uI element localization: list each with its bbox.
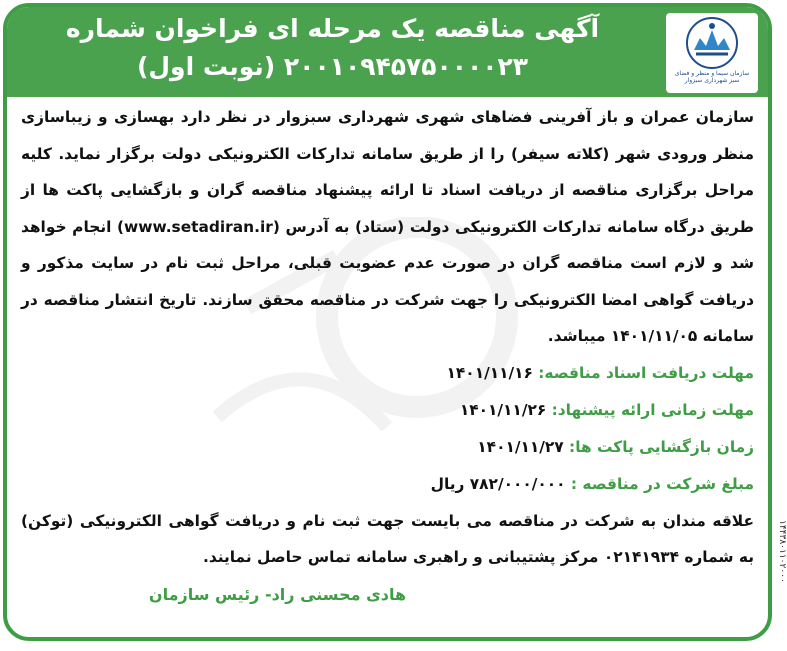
detail-value: ۱۴۰۱/۱۱/۱۶	[446, 363, 533, 382]
signature: هادی محسنی راد- رئیس سازمان	[148, 584, 407, 604]
detail-value: ۷۸۲/۰۰۰/۰۰۰ ریال	[430, 474, 566, 493]
detail-row-participation-amount	[21, 466, 754, 503]
notice-paragraph-1: سازمان عمران و باز آفرینی فضاهای شهری شهرداری سبزوار در نظر دارد بهسازی و زیباسازی منظر ورودی شهر (کلاته سیفر) را از طریق سامانه تدارکات الکترونیکی دولت برگزار نماید. کلیه مراحل برگزاری مناقصه از دریافت اسناد تا ارائه پیشنهاد مناقصه گران و بازگشایی پاکت ها از طریق درگاه سامانه تدارکات الکترونیکی دولت (ستاد) به آدرس (www.setadiran.ir) انجام خواهد شد و لازم است مناقصه گران در صورت عدم عضویت قبلی، مراحل ثبت نام در سایت مذکور و دریافت گواهی امضا الکترونیکی را جهت شرکت در مناقصه محقق سازند. تاریخ انتشار مناقصه در سامانه ۱۴۰۱/۱۱/۰۵ میباشد.	[21, 108, 754, 345]
detail-value: ۱۴۰۱/۱۱/۲۷	[477, 437, 564, 456]
detail-row-document-deadline	[21, 355, 754, 392]
detail-row-proposal-deadline	[21, 392, 754, 429]
logo-org-name: سازمان سیما و منظر و فضای سبز شهرداری سبزوار	[674, 70, 750, 84]
detail-label: زمان بازگشایی پاکت ها:	[569, 437, 754, 456]
notice-title	[17, 11, 648, 87]
header-banner	[7, 7, 768, 97]
title-line-2: ۲۰۰۱۰۹۴۵۷۵۰۰۰۰۲۳ (نوبت اول)	[136, 52, 529, 81]
detail-row-opening-date	[21, 429, 754, 466]
logo-emblem-icon	[682, 16, 742, 70]
detail-label: مبلغ شرکت در مناقصه :	[570, 474, 754, 493]
detail-label: مهلت زمانی ارائه پیشنهاد:	[551, 400, 754, 419]
title-line-1: آگهی مناقصه یک مرحله ای فراخوان شماره	[65, 14, 600, 43]
notice-paragraph-2: علاقه مندان به شرکت در مناقصه می بایست جهت ثبت نام و دریافت گواهی الکترونیکی (توکن) به شماره ۰۲۱۴۱۹۳۴ مرکز پشتیبانی و راهبری سامانه تماس حاصل نمایند.	[21, 511, 754, 566]
notice-frame	[3, 3, 772, 641]
detail-label: مهلت دریافت اسناد مناقصه:	[538, 363, 754, 382]
detail-value: ۱۴۰۱/۱۱/۲۶	[459, 400, 547, 419]
organization-logo	[666, 13, 758, 93]
notice-body	[21, 99, 754, 614]
side-code: ۱۴۴۳۸۰۱۱۰۲۰۰۰	[777, 520, 787, 583]
